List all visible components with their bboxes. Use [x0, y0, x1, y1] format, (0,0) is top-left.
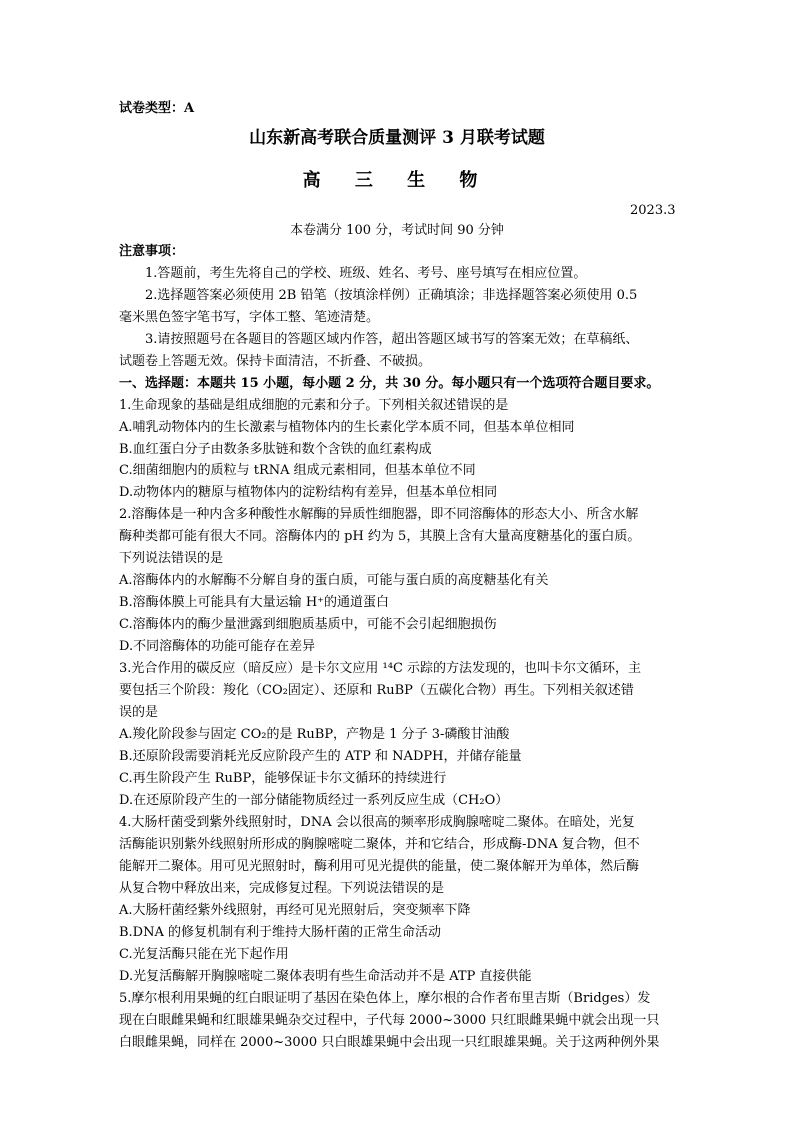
answer-option: A.大肠杆菌经紫外线照射，再经可见光照射后，突变频率下降 — [119, 903, 471, 918]
question-stem: 下列说法错误的是 — [119, 551, 224, 566]
answer-option: D.动物体内的糖原与植物体内的淀粉结构有差异，但基本单位相同 — [119, 485, 498, 500]
answer-option: B.溶酶体膜上可能具有大量运输 H⁺的通道蛋白 — [119, 595, 390, 610]
answer-option: B.还原阶段需要消耗光反应阶段产生的 ATP 和 NADPH，并储存能量 — [119, 749, 522, 764]
question-stem: 3.光合作用的碳反应（暗反应）是卡尔文应用 ¹⁴C 示踪的方法发现的，也叫卡尔文循环，主 — [119, 661, 642, 676]
question-stem: 现在白眼雌果蝇和红眼雄果蝇杂交过程中，子代每 2000~3000 只红眼雌果蝇中就会出现一只 — [119, 1013, 660, 1028]
question-stem: 白眼雌果蝇，同样在 2000~3000 只白眼雄果蝇中会出现一只红眼雄果蝇。关于这两种例外果 — [119, 1035, 660, 1050]
answer-option: C.光复活酶只能在光下起作用 — [119, 947, 289, 962]
question-stem: 从复合物中释放出来，完成修复过程。下列说法错误的是 — [119, 881, 445, 896]
exam-title: 山东新高考联合质量测评 3 月联考试题 — [249, 128, 545, 148]
question-stem: 误的是 — [119, 705, 159, 720]
question-stem: 4.大肠杆菌受到紫外线照射时，DNA 会以很高的频率形成胸腺嘧啶二聚体。在暗处，光复 — [119, 815, 635, 830]
subject-title: 高 三 生 物 — [302, 170, 492, 191]
answer-option: B.DNA 的修复机制有利于维持大肠杆菌的正常生命活动 — [119, 925, 442, 940]
question-stem: 1.生命现象的基础是组成细胞的元素和分子。下列相关叙述错误的是 — [119, 398, 509, 413]
answer-option: A.溶酶体内的水解酶不分解自身的蛋白质，可能与蛋白质的高度糖基化有关 — [119, 573, 549, 588]
question-stem: 酶种类都可能有很大不同。溶酶体内的 pH 约为 5，其膜上含有大量高度糖基化的蛋白质。 — [119, 529, 641, 544]
notice-line: 2.选择题答案必须使用 2B 铅笔（按填涂样例）正确填涂；非选择题答案必须使用 0.5 — [145, 288, 638, 303]
answer-option: D.光复活酶解开胸腺嘧啶二聚体表明有些生命活动并不是 ATP 直接供能 — [119, 969, 532, 984]
question-stem: 活酶能识别紫外线照射所形成的胸腺嘧啶二聚体，并和它结合，形成酶-DNA 复合物，但不 — [119, 837, 640, 852]
exam-date: 2023.3 — [630, 203, 676, 218]
notice-line: 1.答题前，考生先将自己的学校、班级、姓名、考号、座号填写在相应位置。 — [145, 266, 587, 281]
paper-type-label: 试卷类型：A — [119, 101, 195, 116]
question-stem: 5.摩尔根利用果蝇的红白眼证明了基因在染色体上，摩尔根的合作者布里吉斯（Bridges）发 — [119, 991, 651, 1006]
notice-line: 试题卷上答题无效。保持卡面清洁，不折叠、不破损。 — [119, 354, 432, 369]
answer-option: A.哺乳动物体内的生长激素与植物体内的生长素化学本质不同，但基本单位相同 — [119, 420, 575, 435]
question-stem: 能解开二聚体。用可见光照射时，酶利用可见光提供的能量，使二聚体解开为单体，然后酶 — [119, 859, 640, 874]
exam-info: 本卷满分 100 分，考试时间 90 分钟 — [290, 223, 504, 238]
answer-option: D.不同溶酶体的功能可能存在差异 — [119, 639, 316, 654]
question-stem: 2.溶酶体是一种内含多种酸性水解酶的异质性细胞器，即不同溶酶体的形态大小、所含水解 — [119, 507, 639, 522]
answer-option: A.羧化阶段参与固定 CO₂的是 RuBP，产物是 1 分子 3-磷酸甘油酸 — [119, 727, 510, 742]
answer-option: D.在还原阶段产生的一部分储能物质经过一系列反应生成（CH₂O） — [119, 793, 509, 808]
answer-option: C.溶酶体内的酶少量泄露到细胞质基质中，可能不会引起细胞损伤 — [119, 617, 497, 632]
answer-option: C.再生阶段产生 RuBP，能够保证卡尔文循环的持续进行 — [119, 771, 447, 786]
notice-heading: 注意事项： — [119, 244, 185, 259]
answer-option: C.细菌细胞内的质粒与 tRNA 组成元素相同，但基本单位不同 — [119, 463, 476, 478]
notice-line: 3.请按照题号在各题目的答题区域内作答，超出答题区域书写的答案无效；在草稿纸、 — [145, 332, 639, 347]
question-stem: 要包括三个阶段：羧化（CO₂固定）、还原和 RuBP（五碳化合物）再生。下列相关叙述错 — [119, 683, 634, 698]
section-heading: 一、选择题：本题共 15 小题，每小题 2 分，共 30 分。每小题只有一个选项符合题目要求。 — [119, 376, 660, 391]
answer-option: B.血红蛋白分子由数条多肽链和数个含铁的血红素构成 — [119, 442, 432, 457]
notice-line: 毫米黑色签字笔书写，字体工整、笔迹清楚。 — [119, 310, 380, 325]
